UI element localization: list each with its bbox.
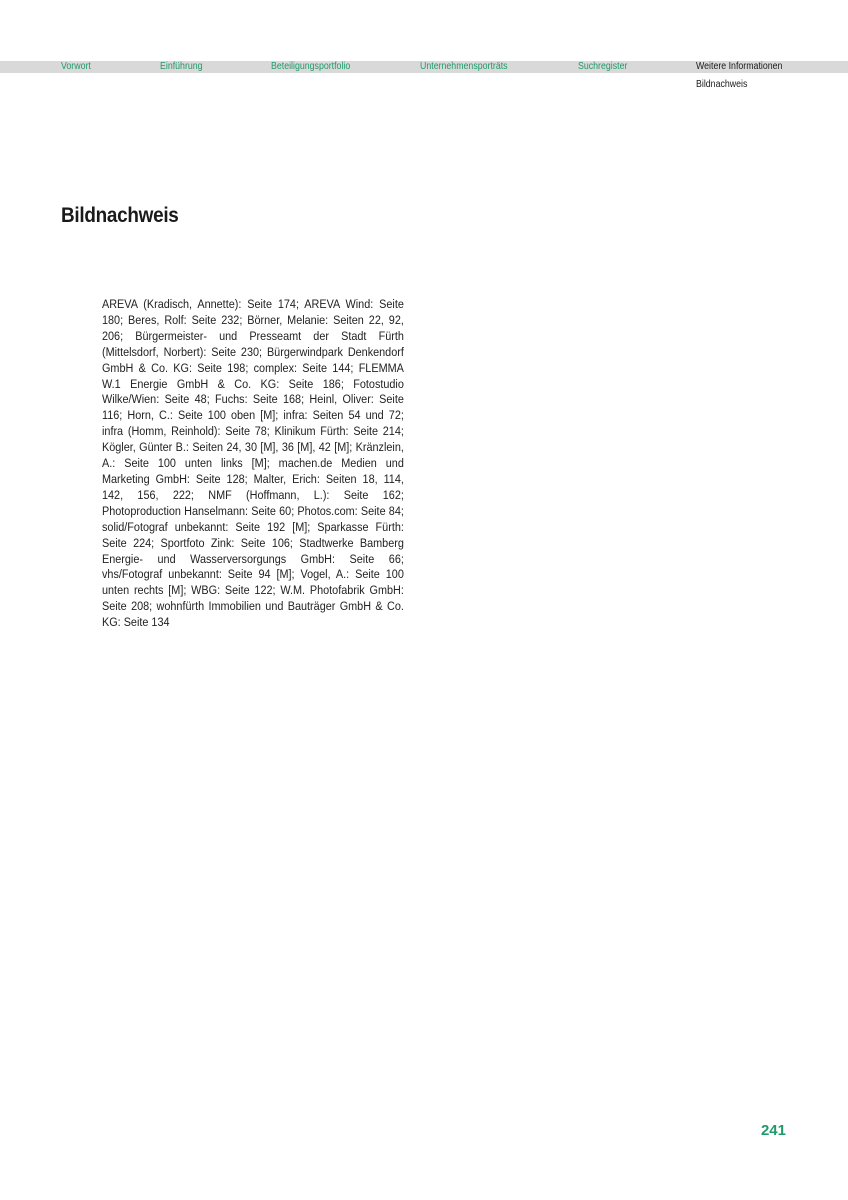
credits-block	[102, 297, 404, 631]
nav-item-einfuehrung[interactable]: Einführung	[160, 61, 203, 72]
page-title: Bildnachweis	[61, 204, 179, 227]
nav-item-unternehmensportraets[interactable]: Unternehmensporträts	[420, 61, 508, 72]
section-navigation-bar	[0, 61, 848, 73]
image-credits-text: AREVA (Kradisch, Annette): Seite 174; AREVA Wind: Seite 180; Beres, Rolf: Seite 232; Börner, Melanie: Seiten 22, 92, 206; Bürgermeister- und Presseamt der Stadt Fürth (Mittelsdorf, Norbert): Seite 230; Bürgerwindpark Denkendorf GmbH & Co. KG: Seite 198; complex: Seite 144; FLEMMA W.1 Energie GmbH & Co. KG: Seite 186; Fotostudio Wilke/Wien: Seite 48; Fuchs: Seite 168; Heinl, Oliver: Seite 116; Horn, C.: Seite 100 oben [M]; infra: Seiten 54 und 72; infra (Homm, Reinhold): Seite 78; Klinikum Fürth: Seite 214; Kögler, Günter B.: Seiten 24, 30 [M], 36 [M], 42 [M]; Kränzlein, A.: Seite 100 unten links [M]; machen.de Medien und Marketing GmbH: Seite 128; Malter, Erich: Seiten 18, 114, 142, 156, 222; NMF (Hoffmann, L.): Seite 162; Photoproduction Hanselmann: Seite 60; Photos.com: Seite 84; solid/Fotograf unbekannt: Seite 192 [M]; Sparkasse Fürth: Seite 224; Sportfoto Zink: Seite 106; Stadtwerke Bamberg Energie- und Wasserversorgungs GmbH: Seite 66; vhs/Fotograf unbekannt: Seite 94 [M]; Vogel, A.: Seite 100 unten rechts [M]; WBG: Seite 122; W.M. Photofabrik GmbH: Seite 208; wohnfürth Immobilien und Bauträger GmbH & Co. KG: Seite 134	[102, 297, 404, 630]
page-number: 241	[760, 1122, 786, 1139]
nav-item-suchregister[interactable]: Suchregister	[578, 61, 628, 72]
nav-item-vorwort[interactable]: Vorwort	[61, 61, 91, 72]
nav-item-weitere-informationen[interactable]: Weitere Informationen	[696, 61, 783, 72]
nav-subsection-label: Bildnachweis	[696, 79, 748, 90]
nav-item-beteiligungsportfolio[interactable]: Beteiligungsportfolio	[271, 61, 351, 72]
